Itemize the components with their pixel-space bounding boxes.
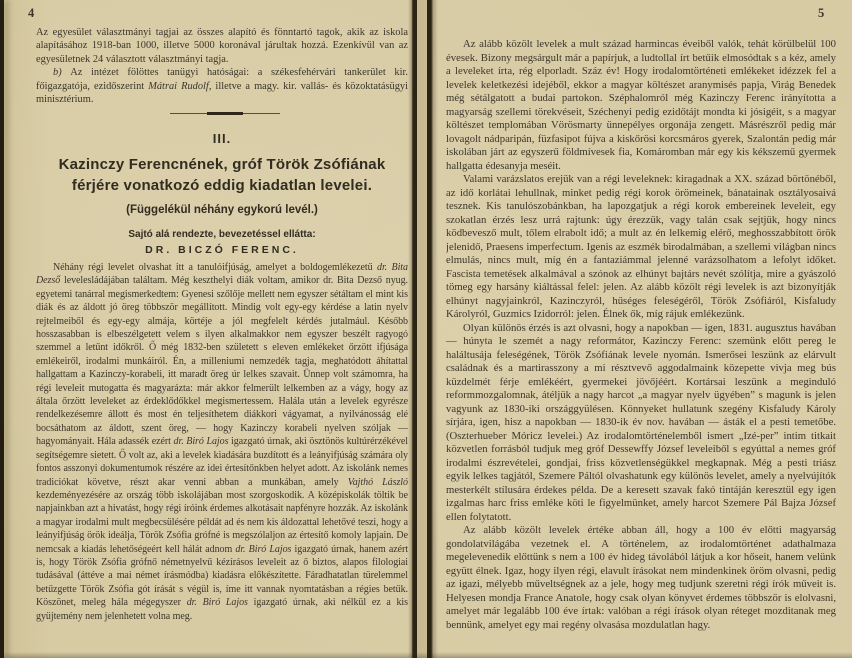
text-run: levelesládájában találtam. Még keszthelyi diák voltam, amikor dr. Bita Dezső nyug. egyetemi tanárral megismerkedtem: Gyenesi szőlője mellett nem egyszer sétáltam el mint kis diák és az áldott jó öreg többször megállított. Mindig volt egy-egy kérdése a latin nyelv rejtelmeiből és egy-egy almája, körtéje a jól megfelelt kérdés jutalmául. Később hosszasabban is elbeszélgetett velem s ilyen alkalmakkor nem egyszer beszélt ragyogó szemmel a letűnt időkről. Ő még 1832-ben született s eleven emlékeket őrzött ifjúsága emlékeiről, irodalmi munkáiról. Én, a milleniumi nemzedék tagja, meghatódott áhítattal hallgattam a Kazinczy-korabeli, itt maradt öreg úr lelkes szavait. Ünnep volt számomra, ha régi leveleit mutogatta és magyarázta: már akkor felmerült lelkemben az a vágy, hogy az általa őrzött leveleket az érdeklődőkkel megismertessem. Halála után a levelek egyrésze rendelkezésemre állott és most én teljesíthetem diákkori vágyamat, a nyilvánosság elé bocsáthatom az áldott, szent öreg, — hogy Kazinczy korabeli nyelven szóljak — hagyományait. Hála adassék ezért (36, 275, 408, 448)
editor-name: DR. BICZÓ FERENC. (145, 244, 299, 256)
text-run: igazgató úrnak, aki ösztönös kultúrérzékével segítségemre sietett. Ő volt az, aki a levelek kiadására buzdított és a leányifjúság számára oly fontos asszonyi dokumentumok részére az idei értesítőnkben helyet adott. Az iskolánk nemes tradiciókat követve, részt akar venni abban a munkában, amely (36, 436, 408, 488)
page-number-right: 5 (818, 6, 825, 20)
text-run: Az alább közölt levelek a mult század harmincas éveiből valók, tehát körülbelül 100 évesek. Bizony megsárgult már a papírjuk, a ludtollal írt betűik elmosódtak s a kéz, amely a leveleket írta, rég elporladt. Száz év! Hogy irodalomtörténeti emlékeket idézzek fel a levelek keletkezési idejéből, ekkor a magyar költészet aranymisés papja, Virág Benedek még sétálgatott a budai partokon. Széphalomról még Kazinczy Ferenc irányította a magyarság szellemi törekvéseit, Széchenyi pedig ezidőtájt mondta ki jósigéit, s a magyar költészet templomában Vörösmarty ünnepélyes orgonája zengett. Másrészről pedig már lovagolt nádparipán, füzfasipot fújva a kiskőrösi korcsmáros gyerek, Szalontán pedig már iskolában járt az egyszerű földmívesek fia, Komáromban már egy kis kékszemű gyermek hallgatta édesanyja meséit. (446, 38, 836, 172)
text-run: igazgató úrnak, hanem azért is, hogy Török Zsófia grófnő németnyelvű kézírásos leveleit az ő biztos, alapos filologiai tudásával (áttéve a mai német írásmódba) kiadásra előkészítette. Fáradhatatlan türelemmel betűzgette Török Zsófia gót írását s végül is, íme itt vannak nyomtatásban a régies betűk. Köszönet, meleg hála mégegyszer (36, 543, 408, 609)
paragraph (446, 524, 836, 632)
section-divider (170, 112, 280, 115)
text-run: Olyan különös érzés is azt olvasni, hogy a napokban — igen, 1831. augusztus havában — húnyta le szemét a nagy reformátor, Kazinczy Ferenc: szemünk előtt pereg le haláltusája feleségének, Török Zsófiának levele nyomán. Ismerősei leszünk az elárvult családnak és a martirasszony a mi résztvevő aggodalmaink közepette vivja meg bús küzdelmét férje emlékéért, gyermekei jövőjéért. Kortársai leszünk a meginduló reformmozgalomnak, átéljük a nagy harcot „a magyar nyelv ügyében” s magunk is jelen vagyunk az 1830-iki országgyülésen. Könnyeket hullatunk szegény Kisfaludy Károly sírjára, igen, hisz a napokban — 1830-ik év nov. havában — ásták el a pesti temetőbe. (Oszterhueber Móricz levelei.) Az irodalomtörténelemből ismert „Izé-per” intim titkait közvetlen forrásból tudjuk meg gróf Dessewffy József leveleiből s egyúttal a nemes gróf irodalmi észrevételei, gondjai, friss közvetlenségükkel megkapnak. Még a pesti triász egyik lelkes tagjától, Szemere Páltól olvashatunk egy különös levelet, amely a nyelvújítók mesterkélt stílusára érdekes példa. De a keresett szavak fakó tintáján keresztül egy igen izgalmas harc friss emléke köti le figyelmünket, amely harcot Szemere Pál Bajza József ellen folytatott. (446, 321, 836, 523)
book-gutter (408, 0, 438, 658)
italic-text-run: Mátrai Rudolf (148, 80, 209, 92)
editor-credit: Sajtó alá rendezte, bevezetéssel ellátta: (128, 229, 316, 240)
chapter-subtitle: (Függelékül néhány egykorú levél.) (126, 204, 318, 216)
right-page-body-text (446, 38, 836, 652)
italic-text-run: Vajthó László (347, 476, 408, 488)
italic-text-run: dr. Biró Lajos (173, 436, 229, 448)
page-number-left: 4 (28, 6, 35, 20)
paragraph (446, 38, 836, 173)
paragraph (36, 261, 408, 623)
text-run: kezdeményezésére az ország több iskolájában most szorgoskodik. A középiskolák töltik be napjainkban azt a hivatást, hogy régi íróink érdemes alkotásait napfényre hozzák. Az iskolánk a magyar irodalmi mult megbecsülésére példát ad és nem kis áldozattal lehetővé teszi, hogy a leányifjúság örök ideálja, Török Zsófia grófné is megszólaljon az értesítő komoly lapjain. De nemcsak a kiadás lehetőségeért kell hálát adnom (36, 489, 408, 555)
left-page-intro-text (36, 26, 408, 106)
text-run: igazgató úrnak, aki nélkül ez a kis gyüjtemény nem jelenhetett volna meg. (36, 597, 408, 622)
divider-thick-rule (207, 112, 243, 115)
section-number: III. (212, 131, 232, 146)
italic-text-run: b) (53, 67, 71, 79)
text-run: Az intézet fölöttes tanügyi hatóságai: a székesfehérvári tankerület kir. főigazgatója, ezidőszerint (36, 67, 408, 92)
text-run: Néhány régi levelet olvashat itt a tanulóifjúság, amelyet a boldogemlékezetű (53, 262, 377, 273)
text-run: Az alább közölt levelek értéke abban áll, hogy a 100 év előtti magyarság gondolatvilágába vezetnek el. A történelem, az irodalomtörténet adathalmaza megelevenedik előttünk s nem a 100 év hideg távolából látjuk a kor hőseit, hanem velünk együtt élnek. Igaz, hogy ilyen régi, elavult írásokat nem mindenkinek öröm olvasni, pedig az igazi, mélyebb műveltségnek az a jele, hogy meg tudjunk szeretni régi írók műveit is. Helyesen mondja France Anatole, hogy csak olyan könyvet érdemes többször is elolvasni, amelyet már legalább 100 éve írtak: valóban a régi írások olyan réteget mozditanak meg bennünk, amelyet egy mai regény olvasása mozdulatlan hagy. (446, 524, 836, 631)
text-run: , illetve a magy. kir. vallás- és közoktatásügyi minisztérium. (36, 80, 409, 106)
chapter-title-line2: férjére vonatkozó eddig kiadatlan levelei. (71, 176, 373, 194)
italic-text-run: dr. Biró Lajos (235, 543, 292, 555)
chapter-heading (33, 131, 411, 256)
paragraph (36, 66, 408, 106)
left-page-body-text (36, 261, 408, 653)
italic-text-run: dr. Biró Lajos (186, 597, 248, 609)
text-run: Az egyesület választmányi tagjai az összes alapító és fönntartó tagok, akik az iskola alapításához 1918-ban 1000, illetve 5000 koronával járultak hozzá. Ezenkívül van az egyesületnek 24 választott választmányi tagja. (36, 27, 408, 65)
paragraph (446, 322, 836, 525)
paragraph (36, 26, 408, 66)
italic-text-run: dr. Bita Dezső (36, 262, 408, 287)
chapter-title-line1: Kazinczy Ferencnének, gróf Török Zsófiának (58, 156, 386, 173)
text-run: Valami varázslatos erejük van a régi leveleknek: kiragadnak a XX. század börtönéből, az idő korlátai lehullnak, minket pedig régi korok örömeinek, bánatainak osztályosaivá tesznek. Kis tanulószobánkban, ha lapozgatjuk a régi korok embereinek leveleit, egy szokatlan érzés lesz urrá rajtunk: úgy érezzük, vagy talán csak sejtjük, hogy nincs ködbevesző mult, tőlem elrabolt idő; a mult az én lelkemig elérő, meghosszabbított örök jelenidő, Praesens imperfectum. Igenis az eszmék birodalmában, a szellemi világban nincs elmulás, nincs mult, míg én a fantaziámmal jelenné varázsolhatom a lefolyt időket. Fascista temetések alkalmával a szónok az elhúnyt bajtárs nevét szólítja, mire a gyászoló tömeg egy harsány kiáltással felel: jelen. Az alább közölt régi levelek is azt bizonyítják elhúnyt nagyjainkról, Kazinczyról, hűséges feleségéről, Török Zsófiáról, Kisfaludy Károlyról, Guzmics Izidorról: jelen. Élnek ők, míg rájuk emlékezünk. (446, 173, 836, 320)
paragraph (446, 173, 836, 322)
